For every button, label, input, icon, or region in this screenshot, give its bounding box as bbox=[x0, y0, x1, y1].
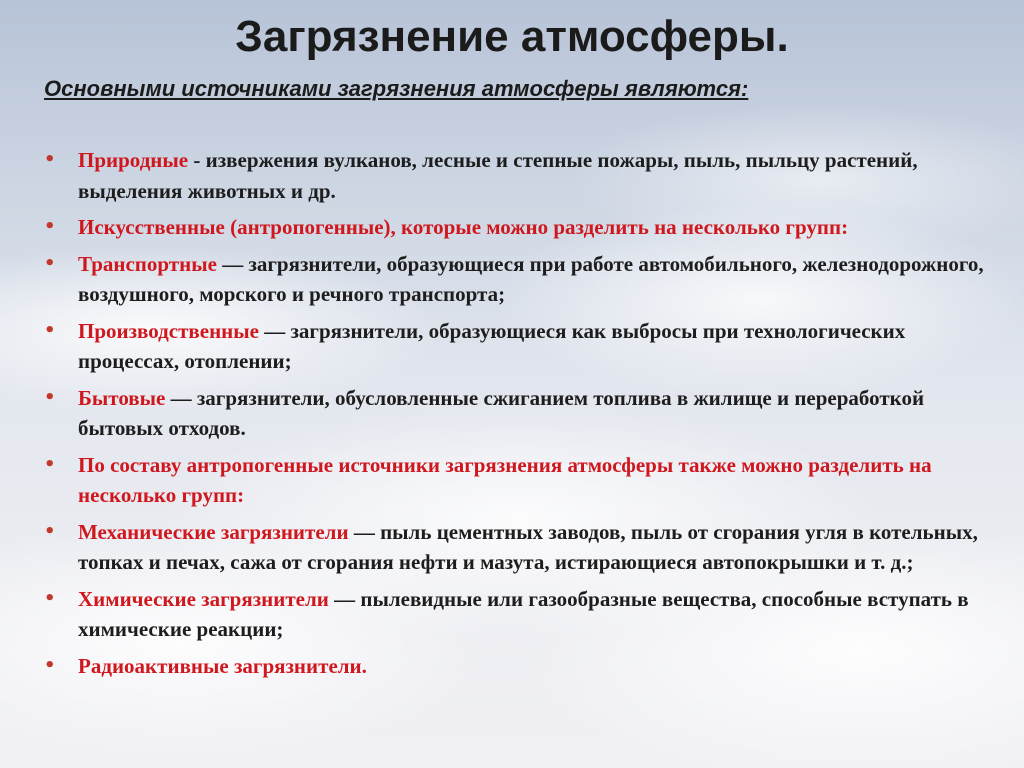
list-item-industrial bbox=[44, 316, 994, 377]
list-item-artificial bbox=[44, 212, 994, 243]
list-item-composition bbox=[44, 450, 994, 511]
list-item-natural bbox=[44, 145, 994, 206]
item-term: По составу антропогенные источники загрязнения атмосферы также можно разделить на несколько групп: bbox=[78, 452, 932, 507]
item-term: Искусственные (антропогенные), которые можно разделить на несколько групп: bbox=[78, 215, 849, 239]
slide-title: Загрязнение атмосферы. bbox=[235, 12, 789, 61]
bullet-icon: • bbox=[44, 319, 56, 341]
list-item-transport bbox=[44, 249, 994, 310]
list-item-chemical bbox=[44, 584, 994, 645]
list-item-mechanical bbox=[44, 517, 994, 578]
bullet-icon: • bbox=[44, 386, 56, 408]
item-term: Природные bbox=[78, 148, 189, 172]
item-text: — пылевидные или газообразные вещества, способные вступать в химические реакции; bbox=[78, 586, 969, 641]
bullet-icon: • bbox=[44, 587, 56, 609]
list-item-household bbox=[44, 383, 994, 444]
item-text: — загрязнители, образующиеся при работе автомобильного, железнодорожного, воздушного, морского и речного транспорта; bbox=[78, 251, 984, 306]
sources-list bbox=[44, 145, 994, 687]
item-text: — загрязнители, обусловленные сжиганием топлива в жилище и переработкой бытовых отходов. bbox=[78, 385, 925, 440]
bullet-icon: • bbox=[44, 520, 56, 542]
item-text: — загрязнители, образующиеся как выбросы при технологических процессах, отоплении; bbox=[78, 318, 906, 373]
item-term: Транспортные bbox=[78, 251, 217, 276]
item-term: Производственные bbox=[78, 318, 259, 343]
bullet-icon: • bbox=[44, 654, 56, 676]
item-term: Радиоактивные загрязнители. bbox=[78, 653, 367, 678]
item-term: Бытовые bbox=[78, 385, 166, 410]
item-term: Механические загрязнители bbox=[78, 519, 349, 544]
slide-subtitle: Основными источниками загрязнения атмосферы являются: bbox=[44, 76, 749, 101]
list-item-radioactive bbox=[44, 651, 994, 682]
item-text: - извержения вулканов, лесные и степные пожары, пыль, пыльцу растений, выделения животных и др. bbox=[78, 148, 918, 203]
item-term: Химические загрязнители bbox=[78, 586, 329, 611]
item-text: — пыль цементных заводов, пыль от сгорания угля в котельных, топках и печах, сажа от сгорания нефти и мазута, истирающиеся автопокрышки и т. д.; bbox=[78, 519, 978, 574]
bullet-icon: • bbox=[44, 149, 56, 170]
bullet-icon: • bbox=[44, 453, 56, 475]
bullet-icon: • bbox=[44, 252, 56, 274]
bullet-icon: • bbox=[44, 216, 56, 237]
